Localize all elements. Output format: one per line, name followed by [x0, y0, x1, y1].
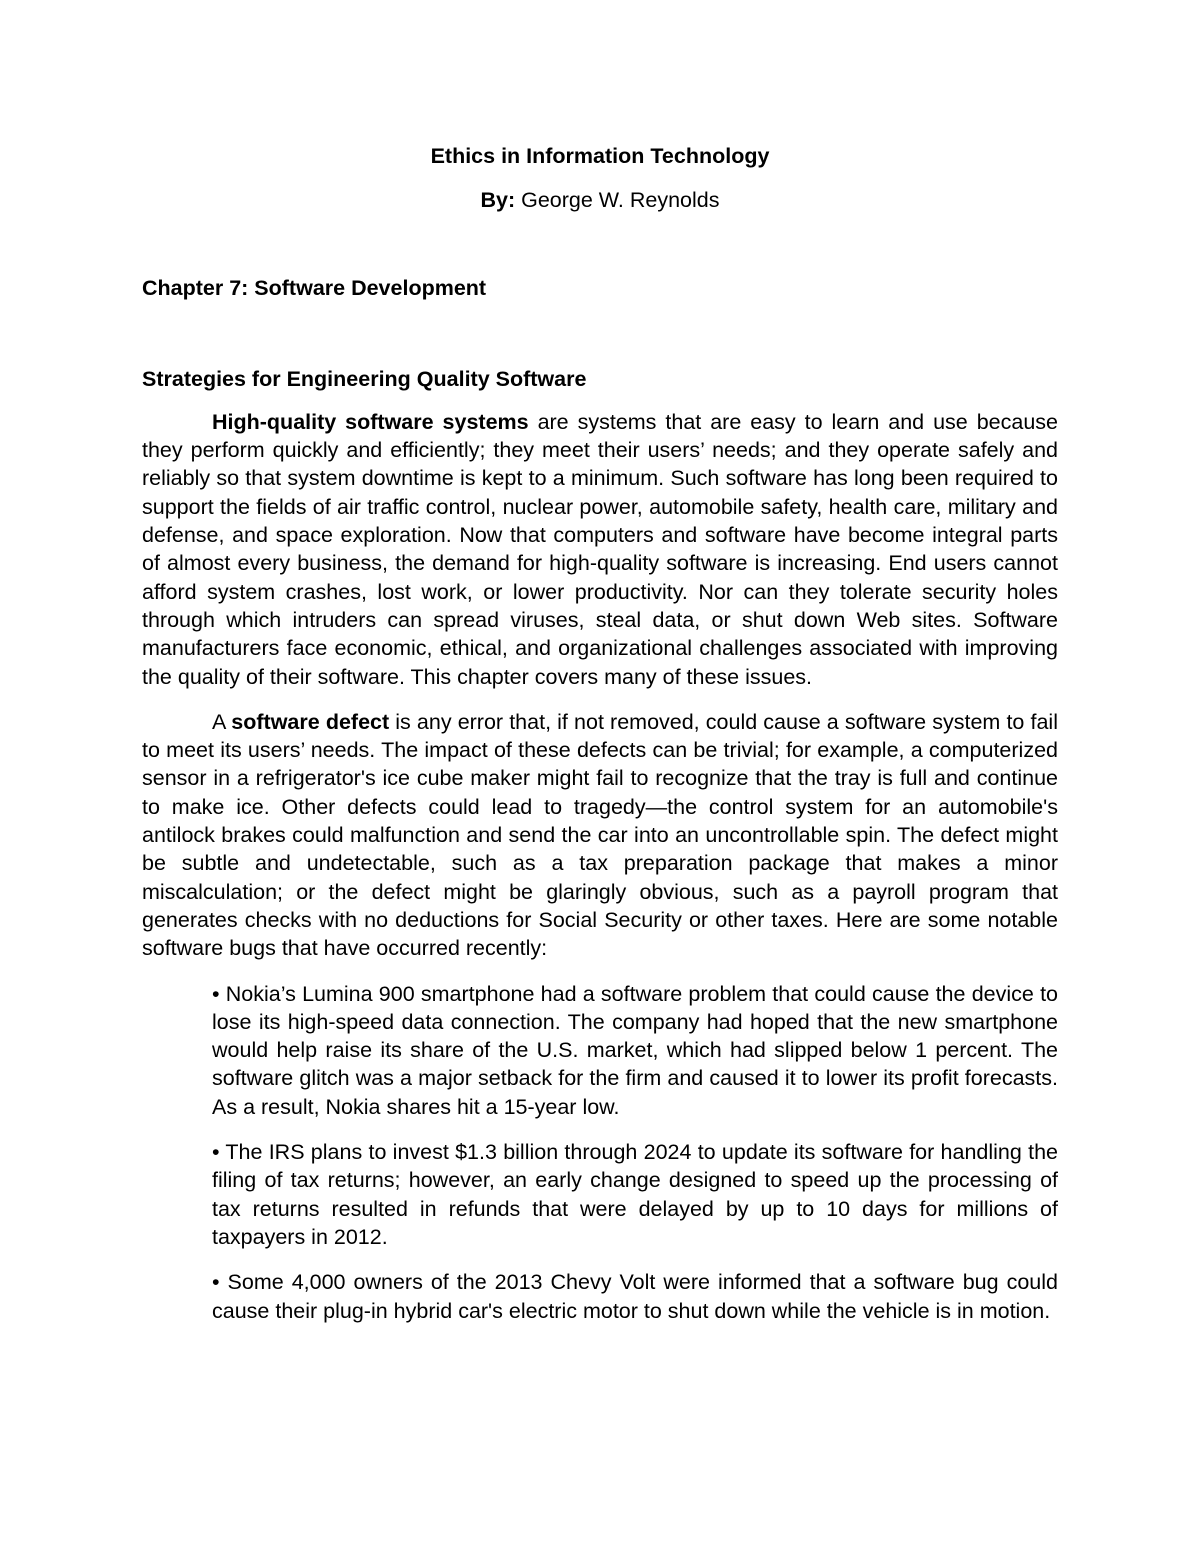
document-title: Ethics in Information Technology: [430, 144, 770, 168]
list-item: • The IRS plans to invest $1.3 billion through 2024 to update its software for handling the filing of tax returns; however, an early change designed to speed up the processing of tax returns resulted in refunds that were delayed by up to 10 days for millions of taxpayers in 2012.: [212, 1140, 1058, 1249]
document-content: [142, 142, 1058, 1342]
paragraph-quality-software: [142, 408, 1058, 691]
paragraph-text: is any error that, if not removed, could cause a software system to fail to meet its users’ needs. The impact of these defects can be trivial; for example, a computerized sensor in a refrigerator's ice cube maker might fail to recognize that the tray is full and continue to make ice. Other defects could lead to tragedy—the control system for an automobile's antilock brakes could malfunction and send the car into an uncontrollable spin. The defect might be subtle and undetectable, such as a tax preparation package that makes a minor miscalculation; or the defect might be glaringly obvious, such as a payroll program that generates checks with no deductions for Social Security or other taxes. Here are some notable software bugs that have occurred recently:: [142, 709, 1058, 961]
bold-term-high-quality: High-quality software systems: [212, 409, 529, 434]
chapter-heading: Chapter 7: Software Development: [142, 276, 487, 301]
list-item: • Some 4,000 owners of the 2013 Chevy Volt were informed that a software bug could cause their plug-in hybrid car's electric motor to shut down while the vehicle is in motion.: [212, 1270, 1058, 1323]
author-line: [142, 186, 1058, 214]
list-item: • Nokia’s Lumina 900 smartphone had a software problem that could cause the device to lose its high-speed data connection. The company had hoped that the new smartphone would help raise its share of the U.S. market, which had slipped below 1 percent. The software glitch was a major setback for the firm and caused it to lower its profit forecasts. As a result, Nokia shares hit a 15-year low.: [212, 981, 1058, 1119]
paragraph-software-defect: [142, 708, 1058, 963]
author-label: By:: [480, 188, 516, 212]
author-name: George W. Reynolds: [515, 188, 720, 212]
section-heading: Strategies for Engineering Quality Software: [142, 366, 587, 391]
paragraph-text: are systems that are easy to learn and use because they perform quickly and efficiently; they meet their users’ needs; and they operate safely and reliably so that system downtime is kept to a minimum. Such software has long been required to support the fields of air traffic control, nuclear power, automobile safety, health care, military and defense, and space exploration. Now that computers and software have become integral parts of almost every business, the demand for high-quality software is increasing. End users cannot afford system crashes, lost work, or lower productivity. Nor can they tolerate security holes through which intruders can spread viruses, steal data, or shut down Web sites. Software manufacturers face economic, ethical, and organizational challenges associated with improving the quality of their software. This chapter covers many of these issues.: [142, 409, 1059, 689]
bug-examples-list: [142, 980, 1058, 1325]
paragraph-prefix: A: [212, 709, 232, 734]
bold-term-software-defect: software defect: [231, 709, 390, 734]
